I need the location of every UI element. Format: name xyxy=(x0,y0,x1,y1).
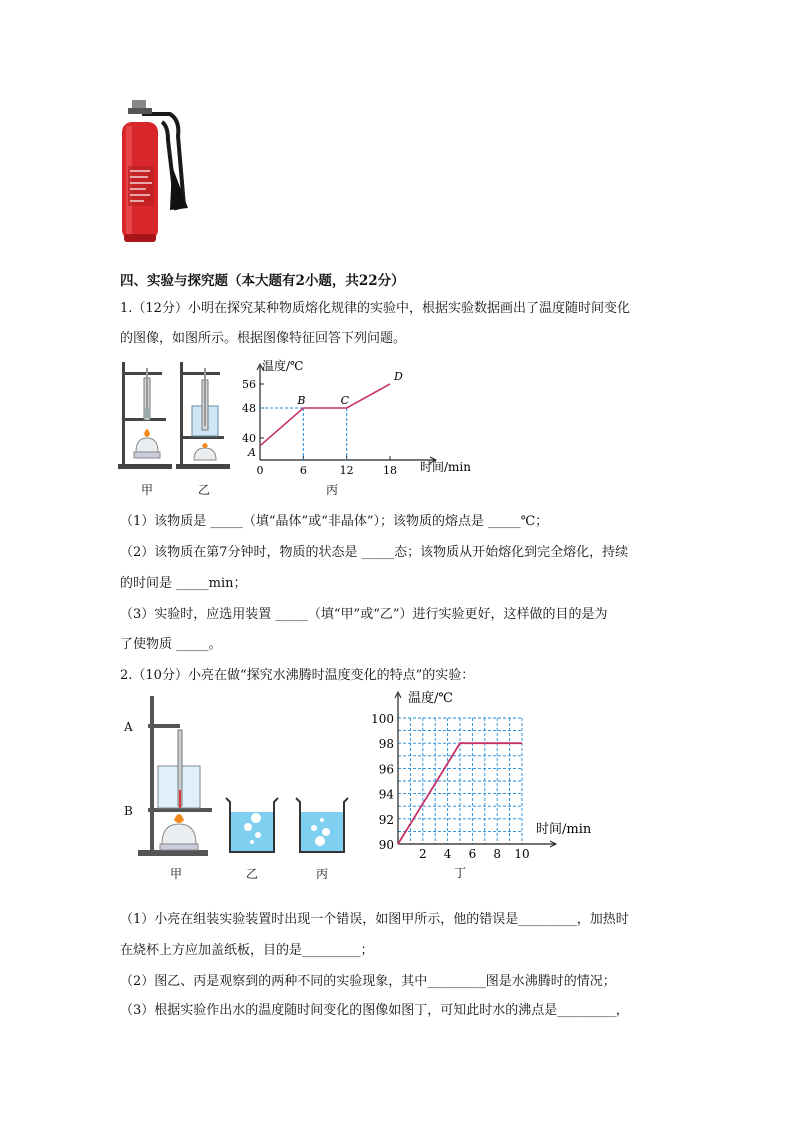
fig-label-q2-bing: 丙 xyxy=(316,867,329,881)
x-axis-label: 时间/min xyxy=(420,460,471,474)
x-axis-label: 时间/min xyxy=(536,822,592,837)
apparatus-q2-jia xyxy=(120,690,214,860)
y-tick-label-96: 96 xyxy=(378,762,394,777)
q2-sub1b: 在烧杯上方应加盖纸板，目的是_________； xyxy=(120,943,374,958)
x-tick-label-12: 12 xyxy=(339,464,354,477)
point-label-B: B xyxy=(297,394,306,407)
point-label-D: D xyxy=(394,370,403,383)
apparatus-yi xyxy=(176,360,232,472)
x-tick-label-6: 6 xyxy=(468,847,477,861)
y-tick-label-98: 98 xyxy=(378,737,394,752)
fig-label-bing: 丙 xyxy=(326,483,339,497)
q2-line1: 2.（10分）小亮在做“探究水沸腾时温度变化的特点”的实验： xyxy=(120,668,475,683)
y-tick-label-56: 56 xyxy=(242,378,256,391)
beaker-yi xyxy=(222,794,282,856)
fig-label-yi: 乙 xyxy=(198,483,211,497)
q1-sub3b: 了使物质 _____。 xyxy=(120,637,222,652)
q1-sub1: （1）该物质是 _____（填“晶体”或“非晶体”）；该物质的熔点是 _____℃； xyxy=(120,514,549,529)
q2-sub2: （2）图乙、丙是观察到的两种不同的实验现象，其中_________图是水沸腾时的情况； xyxy=(120,974,616,989)
point-label-C: C xyxy=(340,394,350,407)
q1-line2: 的图像，如图所示。根据图像特征回答下列问题。 xyxy=(120,331,407,346)
y-tick-label-40: 40 xyxy=(242,432,256,445)
x-tick-label-4: 4 xyxy=(443,847,452,861)
stand-label-a: A xyxy=(124,720,133,734)
q2-sub1a: （1）小亮在组装实验装置时出现一个错误，如图甲所示，他的错误是_________，加热时 xyxy=(120,912,629,927)
y-tick-label-48: 48 xyxy=(242,402,256,415)
chart-ding xyxy=(356,686,606,862)
q1-sub2b: 的时间是 _____min； xyxy=(120,576,247,591)
x-tick-label-8: 8 xyxy=(493,847,502,861)
y-tick-label-100: 100 xyxy=(371,712,394,726)
point-label-A: A xyxy=(248,445,256,459)
y-axis-label: 温度/℃ xyxy=(408,691,453,706)
beaker-bing xyxy=(292,794,352,856)
apparatus-jia xyxy=(118,360,174,472)
x-tick-label-2: 2 xyxy=(418,847,427,861)
melting-curve xyxy=(260,384,390,446)
q1-sub2a: （2）该物质在第7分钟时，物质的状态是 _____态；该物质从开始熔化到完全熔化，持续 xyxy=(120,545,629,560)
y-tick-label-90: 90 xyxy=(378,838,394,852)
fig-label-q2-jia: 甲 xyxy=(170,867,183,881)
fig-label-jia: 甲 xyxy=(141,483,154,497)
x-tick-label-10: 10 xyxy=(514,847,530,861)
y-tick-label-92: 92 xyxy=(378,812,394,827)
x-tick-label-18: 18 xyxy=(383,464,397,477)
y-tick-label-94: 94 xyxy=(378,787,394,802)
fig-label-q2-yi: 乙 xyxy=(246,867,259,881)
section-title: 四、实验与探究题（本大题有2小题，共22分） xyxy=(120,273,405,289)
q1-sub3a: （3）实验时，应选用装置 _____（填“甲”或“乙”）进行实验更好，这样做的目的是为 xyxy=(120,607,608,622)
fire-extinguisher-image xyxy=(110,96,190,246)
x-tick-label-6: 6 xyxy=(299,464,307,477)
x-tick-label-0: 0 xyxy=(256,464,264,477)
chart-bing xyxy=(236,358,476,478)
y-axis-label: 温度/℃ xyxy=(262,359,304,373)
stand-label-b: B xyxy=(124,804,133,818)
fig-label-q2-ding: 丁 xyxy=(454,866,467,880)
q2-sub3: （3）根据实验作出水的温度随时间变化的图像如图丁，可知此时水的沸点是_________， xyxy=(120,1003,629,1018)
q1-line1: 1.（12分）小明在探究某种物质熔化规律的实验中，根据实验数据画出了温度随时间变化 xyxy=(120,301,630,316)
